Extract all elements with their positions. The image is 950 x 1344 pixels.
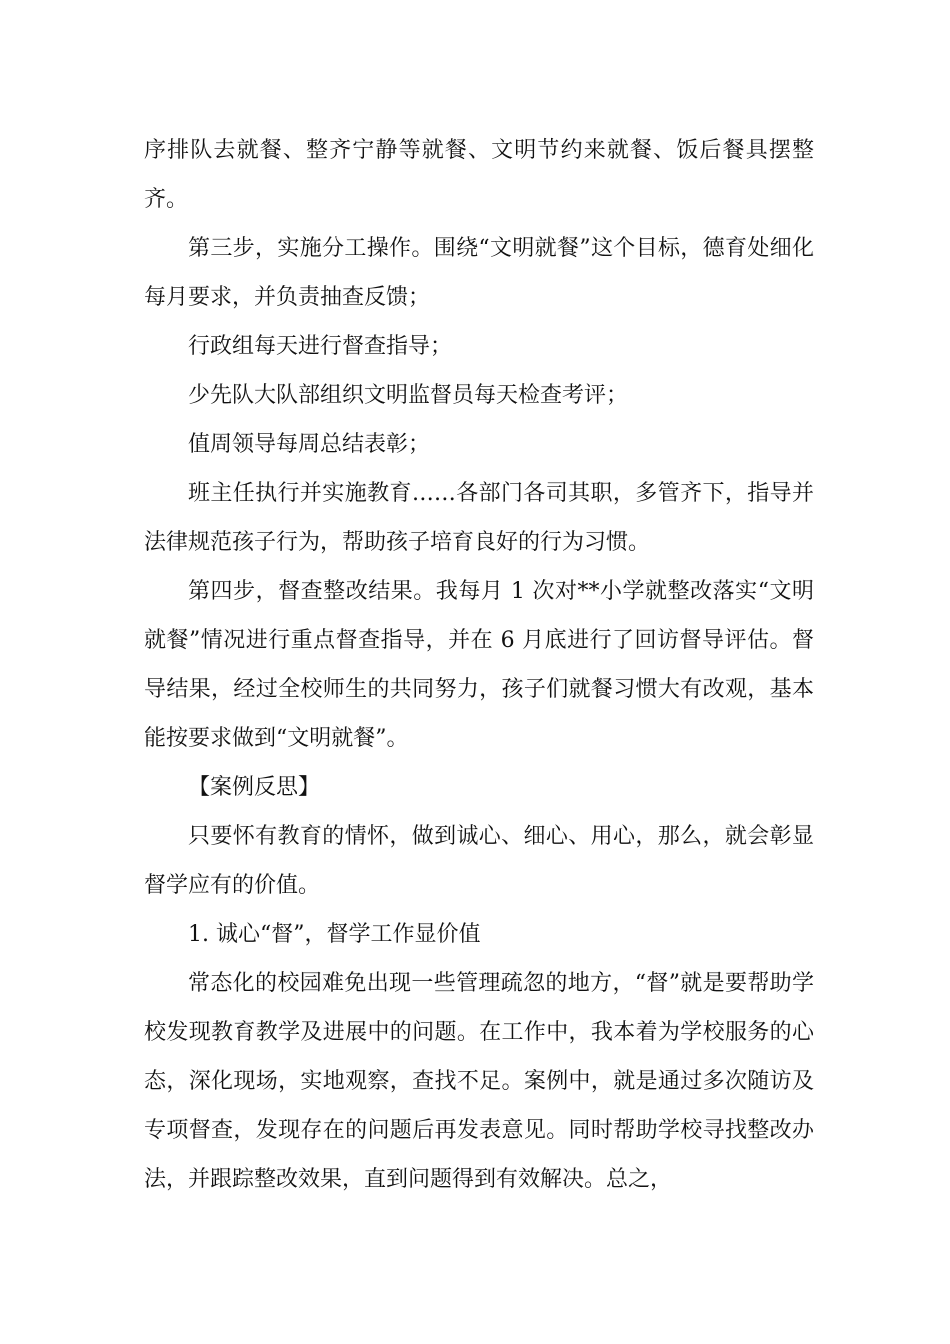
paragraph-1: 序排队去就餐、整齐宁静等就餐、文明节约来就餐、饭后餐具摆整齐。: [144, 138, 814, 212]
paragraph-7: 第四步，督查整改结果。我每月 1 次对**小学就整改落实“文明就餐”情况进行重点督查指导，并在 6 月底进行了回访督导评估。督导结果，经过全校师生的共同努力，孩子们就餐习惯大有改观，基本能按要求做到“文明就餐”。: [144, 579, 814, 751]
paragraph-5: 值周领导每周总结表彰；: [188, 432, 431, 457]
paragraph-4: 少先队大队部组织文明监督员每天检查考评；: [188, 383, 629, 408]
paragraph-6: 班主任执行并实施教育……各部门各司其职，多管齐下，指导并法律规范孩子行为，帮助孩子培育良好的行为习惯。: [144, 481, 814, 555]
document-body: [144, 126, 814, 1204]
subheading-1: 1. 诚心“督”，督学工作显价值: [188, 922, 481, 947]
paragraph-2: 第三步，实施分工操作。围绕“文明就餐”这个目标，德育处细化每月要求，并负责抽查反馈；: [144, 236, 814, 310]
section-heading-case-reflection: 【案例反思】: [188, 775, 321, 800]
paragraph-3: 行政组每天进行督查指导；: [188, 334, 453, 359]
paragraph-11: 常态化的校园难免出现一些管理疏忽的地方，“督”就是要帮助学校发现教育教学及进展中的问题。在工作中，我本着为学校服务的心态，深化现场，实地观察，查找不足。案例中，就是通过多次随访及专项督查，发现存在的问题后再发表意见。同时帮助学校寻找整改办法，并跟踪整改效果，直到问题得到有效解决。总之，: [144, 971, 814, 1192]
paragraph-9: 只要怀有教育的情怀，做到诚心、细心、用心，那么，就会彰显督学应有的价值。: [144, 824, 814, 898]
